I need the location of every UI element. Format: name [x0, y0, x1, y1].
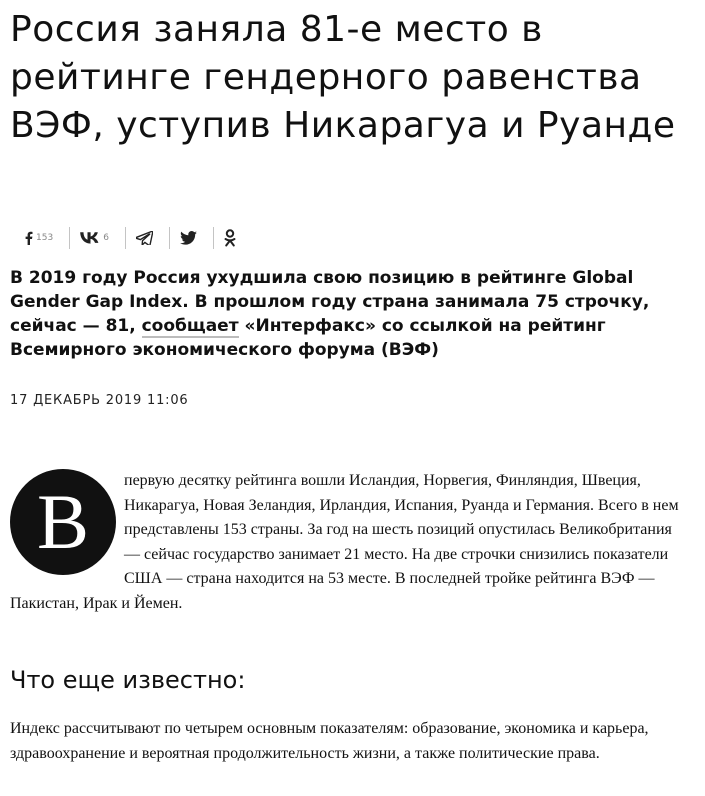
vk-share-count: 6: [103, 233, 109, 243]
share-vk-button[interactable]: [70, 227, 126, 249]
article-headline: Россия заняла 81-е место в рейтинге гендерного равенства ВЭФ, уступив Никарагуа и Руанде: [10, 9, 676, 146]
twitter-icon: [180, 231, 197, 245]
lead-source-link[interactable]: сообщает: [141, 316, 239, 336]
share-telegram-button[interactable]: [126, 227, 170, 249]
lead-text-end: «Интерфакс» со ссылкой на рейтинг Всемирного экономического форума (ВЭФ): [10, 316, 606, 360]
article-timestamp: 17 ДЕКАБРЬ 2019 11:06: [10, 393, 189, 408]
odnoklassniki-icon: [224, 229, 236, 247]
paragraph-text: первую десятку рейтинга вошли Исландия, Норвегия, Финляндия, Швеция, Никарагуа, Новая Зеландия, Ирландия, Испания, Руанда и Германия. Всего в нем представлены 153 страны. За год на шесть позиций опустилась Великобритания — сейчас государство занимает 21 место. На две строчки снизились показатели США — страна находится на 53 месте. В последней тройке рейтинга ВЭФ — Пакистан, Ирак и Йемен.: [10, 472, 679, 612]
telegram-icon: [136, 231, 153, 245]
facebook-share-count: 153: [36, 233, 54, 243]
article-paragraph: [10, 469, 690, 616]
vk-icon: [80, 232, 100, 244]
share-twitter-button[interactable]: [170, 227, 214, 249]
share-odnoklassniki-button[interactable]: [214, 227, 252, 249]
lead-text-start: В 2019 году Россия ухудшила свою позицию в рейтинге Global Gender Gap Index. В прошлом году страна занимала 75 строчку, сейчас — 81,: [10, 268, 650, 336]
share-bar: [14, 224, 252, 252]
article-lead: [10, 266, 670, 362]
facebook-icon: [24, 231, 33, 245]
section-title: Что еще известно:: [10, 666, 246, 694]
article-paragraph-2: Индекс рассчитывают по четырем основным показателям: образование, экономика и карьера, здравоохранение и вероятная продолжительность жизни, а также политические права.: [10, 720, 649, 762]
dropcap-circle: В: [10, 469, 116, 575]
share-facebook-button[interactable]: [14, 227, 70, 249]
